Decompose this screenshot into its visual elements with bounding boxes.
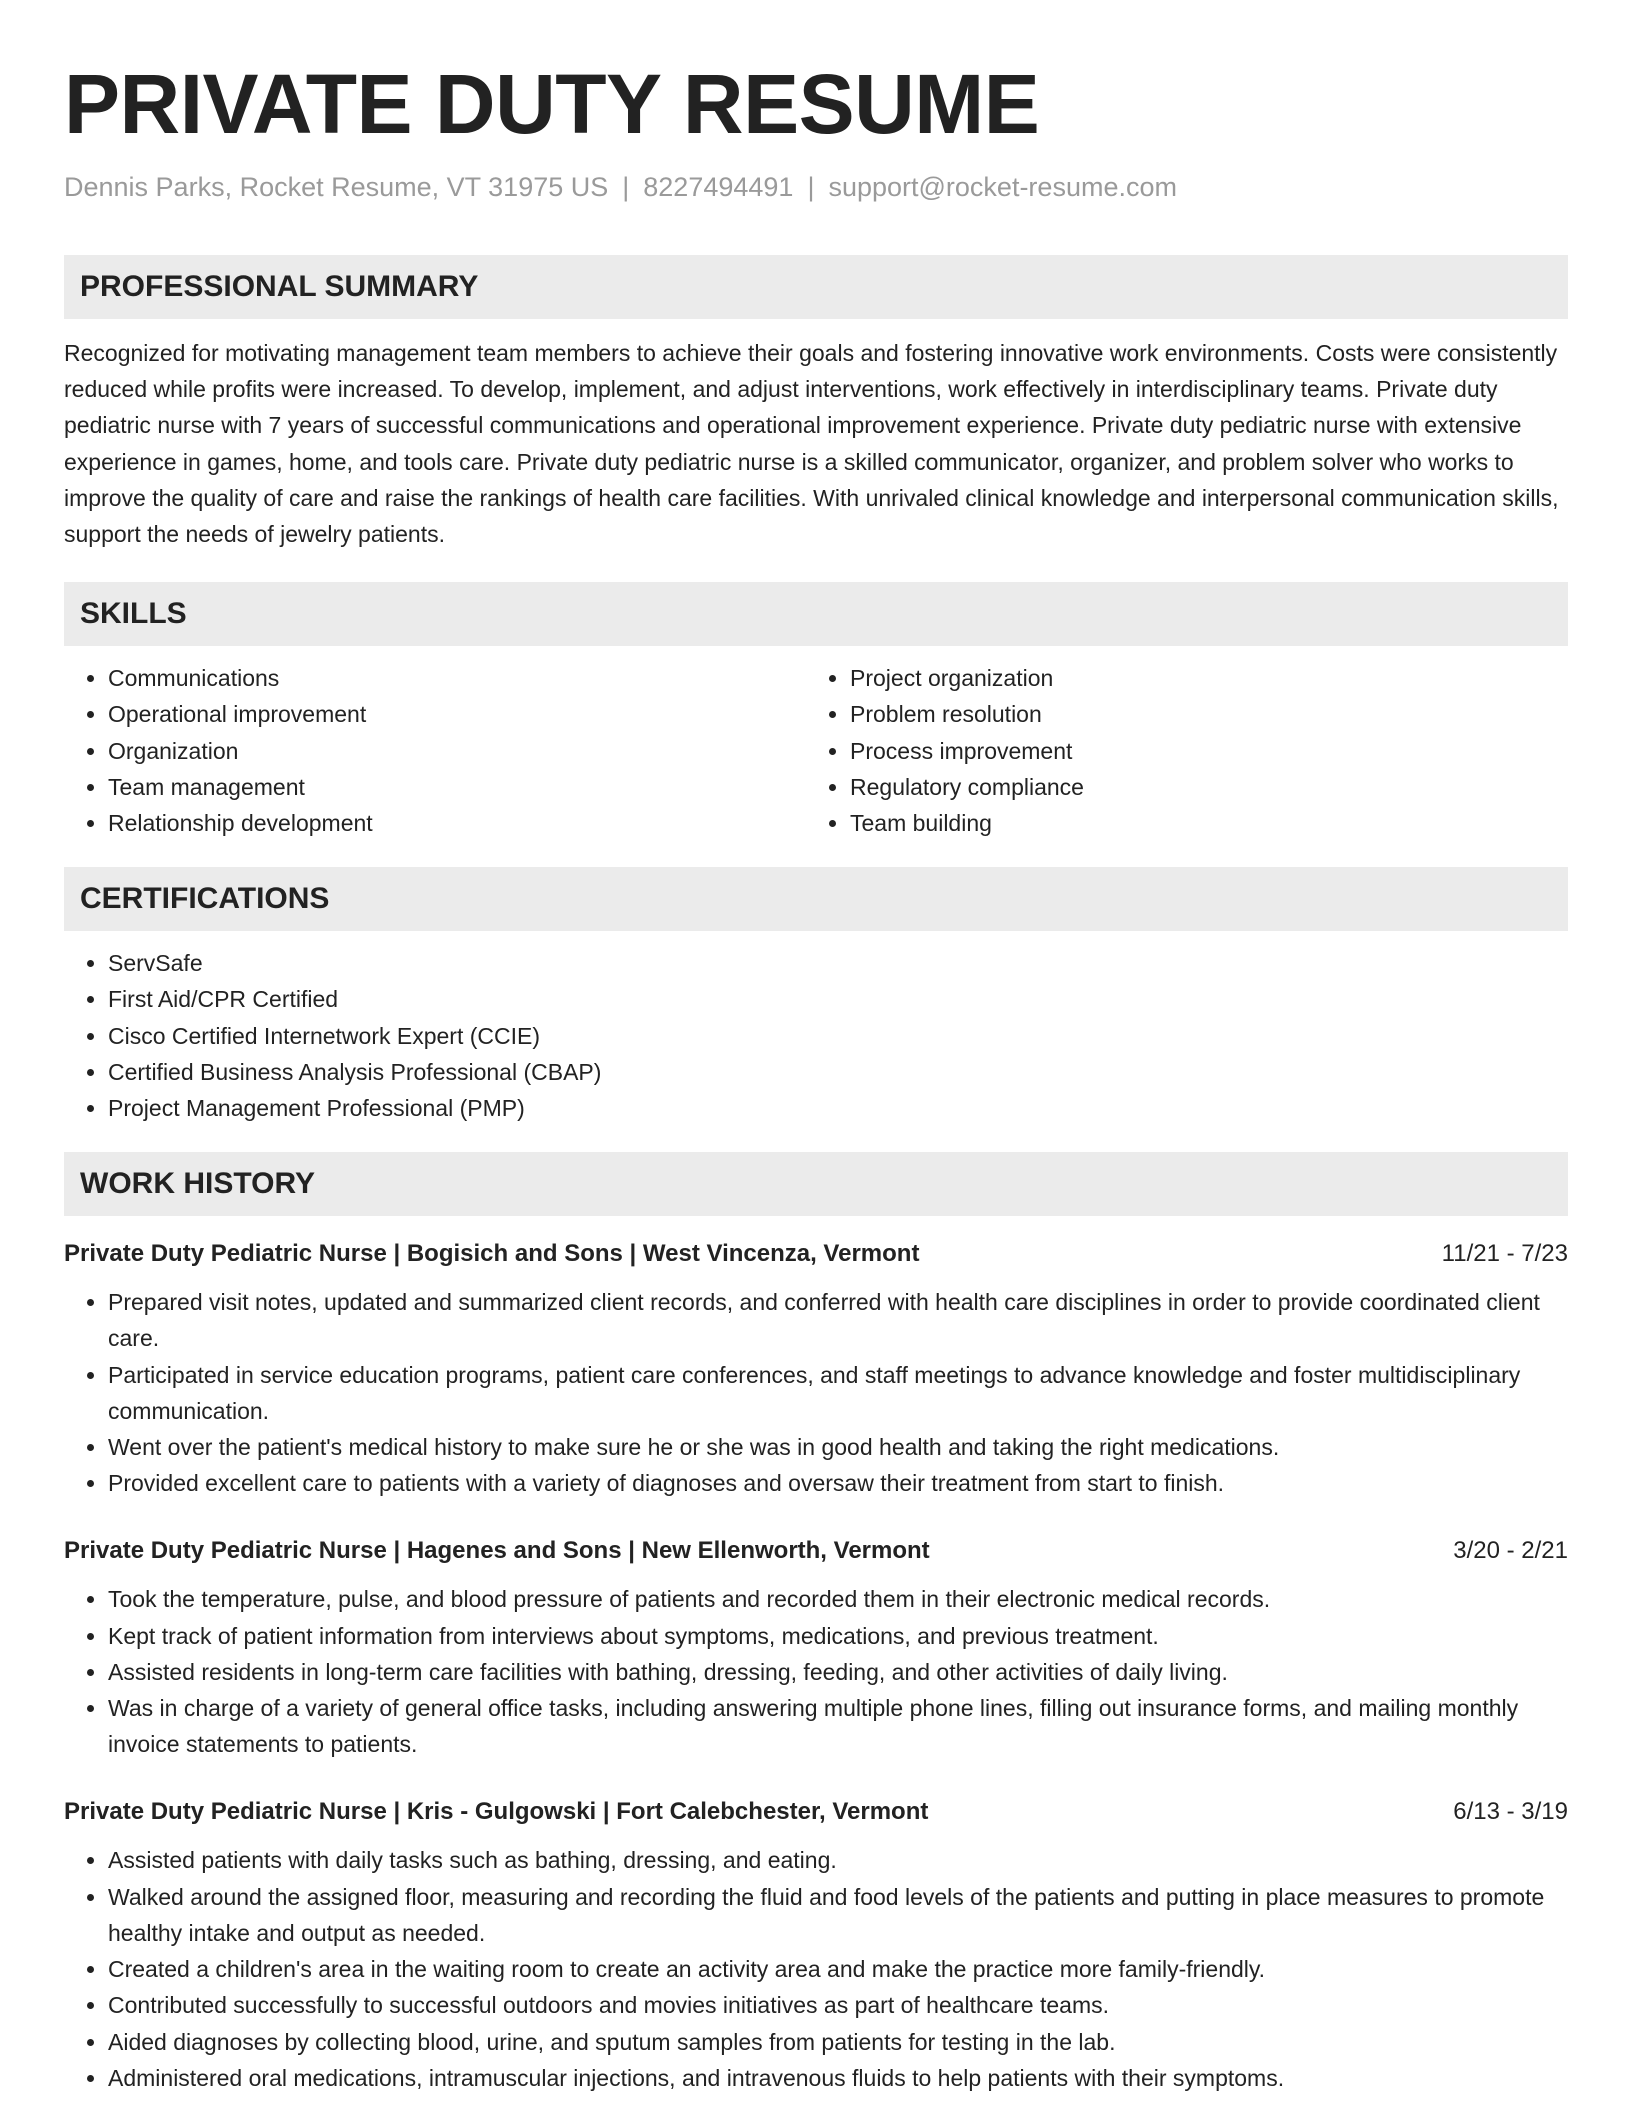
job-bullet: • Kept track of patient information from interviews about symptoms, medications, and previous treatment. bbox=[108, 1618, 1568, 1654]
skill-item: • Process improvement bbox=[850, 733, 1548, 769]
job-bullet: • Prepared visit notes, updated and summarized client records, and conferred with health care disciplines in order to provide coordinated client care. bbox=[108, 1284, 1568, 1356]
skill-item: • Relationship development bbox=[108, 805, 806, 841]
skills-list-right bbox=[806, 660, 1548, 841]
job-header bbox=[64, 1796, 1568, 1828]
section-heading-work-history: WORK HISTORY bbox=[64, 1152, 1568, 1216]
job-entry bbox=[64, 1238, 1568, 1501]
job-bullet: • Provided excellent care to patients with a variety of diagnoses and oversaw their treatment from start to finish. bbox=[108, 1465, 1568, 1501]
certification-item: • Cisco Certified Internetwork Expert (CCIE) bbox=[108, 1018, 1568, 1054]
job-title: Private Duty Pediatric Nurse | Hagenes and Sons | New Ellenworth, Vermont bbox=[64, 1537, 930, 1565]
job-dates: 11/21 - 7/23 bbox=[1441, 1240, 1568, 1268]
job-bullet: • Created a children's area in the waiting room to create an activity area and make the practice more family-friendly. bbox=[108, 1951, 1568, 1987]
job-title: Private Duty Pediatric Nurse | Bogisich and Sons | West Vincenza, Vermont bbox=[64, 1240, 920, 1268]
contact-separator: | bbox=[622, 172, 630, 202]
job-header bbox=[64, 1238, 1568, 1270]
job-bullet-list bbox=[64, 1842, 1568, 2095]
job-title: Private Duty Pediatric Nurse | Kris - Gulgowski | Fort Calebchester, Vermont bbox=[64, 1798, 929, 1826]
skills-column-right bbox=[806, 660, 1548, 841]
job-entry bbox=[64, 1796, 1568, 2095]
contact-separator: | bbox=[807, 172, 815, 202]
job-bullet-list bbox=[64, 1581, 1568, 1762]
certification-item: • ServSafe bbox=[108, 945, 1568, 981]
job-bullet: • Walked around the assigned floor, measuring and recording the fluid and food levels of the patients and putting in place measures to promote healthy intake and output as needed. bbox=[108, 1879, 1568, 1951]
job-bullet-list bbox=[64, 1284, 1568, 1501]
job-entry bbox=[64, 1535, 1568, 1762]
skill-item: • Project organization bbox=[850, 660, 1548, 696]
job-bullet: • Went over the patient's medical history to make sure he or she was in good health and taking the right medications. bbox=[108, 1429, 1568, 1465]
certification-item: • Certified Business Analysis Professional (CBAP) bbox=[108, 1054, 1568, 1090]
job-bullet: • Participated in service education programs, patient care conferences, and staff meetings to advance knowledge and foster multidisciplinary communication. bbox=[108, 1357, 1568, 1429]
contact-email: support@rocket-resume.com bbox=[828, 172, 1177, 202]
job-header bbox=[64, 1535, 1568, 1567]
skill-item: • Team building bbox=[850, 805, 1548, 841]
skills-list-left bbox=[64, 660, 806, 841]
certification-item: • Project Management Professional (PMP) bbox=[108, 1090, 1568, 1126]
job-dates: 6/13 - 3/19 bbox=[1453, 1798, 1568, 1826]
contact-address: Dennis Parks, Rocket Resume, VT 31975 US bbox=[64, 172, 609, 202]
resume-title: PRIVATE DUTY RESUME bbox=[64, 57, 1040, 151]
skill-item: • Operational improvement bbox=[108, 696, 806, 732]
job-bullet: • Was in charge of a variety of general office tasks, including answering multiple phone lines, filling out insurance forms, and mailing monthly invoice statements to patients. bbox=[108, 1690, 1568, 1762]
job-bullet: • Assisted patients with daily tasks such as bathing, dressing, and eating. bbox=[108, 1842, 1568, 1878]
certification-item: • First Aid/CPR Certified bbox=[108, 981, 1568, 1017]
contact-line bbox=[64, 170, 1568, 204]
job-dates: 3/20 - 2/21 bbox=[1453, 1537, 1568, 1565]
skill-item: • Communications bbox=[108, 660, 806, 696]
job-bullet: • Took the temperature, pulse, and blood pressure of patients and recorded them in their electronic medical records. bbox=[108, 1581, 1568, 1617]
job-bullet: • Administered oral medications, intramuscular injections, and intravenous fluids to help patients with their symptoms. bbox=[108, 2060, 1568, 2096]
job-bullet: • Assisted residents in long-term care facilities with bathing, dressing, feeding, and other activities of daily living. bbox=[108, 1654, 1568, 1690]
skills-column-left bbox=[64, 660, 806, 841]
job-bullet: • Aided diagnoses by collecting blood, urine, and sputum samples from patients for testing in the lab. bbox=[108, 2024, 1568, 2060]
skill-item: • Regulatory compliance bbox=[850, 769, 1548, 805]
resume-page bbox=[64, 0, 1568, 2096]
skill-item: • Team management bbox=[108, 769, 806, 805]
section-heading-summary: PROFESSIONAL SUMMARY bbox=[64, 255, 1568, 319]
summary-text: Recognized for motivating management team members to achieve their goals and fostering innovative work environments. Costs were consistently reduced while profits were increased. To develop, implement, and adjust interventions, work effectively in interdisciplinary teams. Private duty pediatric nurse with 7 years of successful communications and operational improvement experience. Private duty pediatric nurse with extensive experience in games, home, and tools care. Private duty pediatric nurse is a skilled communicator, organizer, and problem solver who works to improve the quality of care and raise the rankings of health care facilities. With unrivaled clinical knowledge and interpersonal communication skills, support the needs of jewelry patients. bbox=[64, 340, 1559, 548]
section-heading-skills: SKILLS bbox=[64, 582, 1568, 646]
skills-columns bbox=[64, 660, 1568, 841]
job-bullet: • Contributed successfully to successful outdoors and movies initiatives as part of healthcare teams. bbox=[108, 1987, 1568, 2023]
skill-item: • Problem resolution bbox=[850, 696, 1548, 732]
section-heading-certifications: CERTIFICATIONS bbox=[64, 867, 1568, 931]
skill-item: • Organization bbox=[108, 733, 806, 769]
contact-phone: 8227494491 bbox=[643, 172, 794, 202]
certifications-list bbox=[64, 945, 1568, 1126]
